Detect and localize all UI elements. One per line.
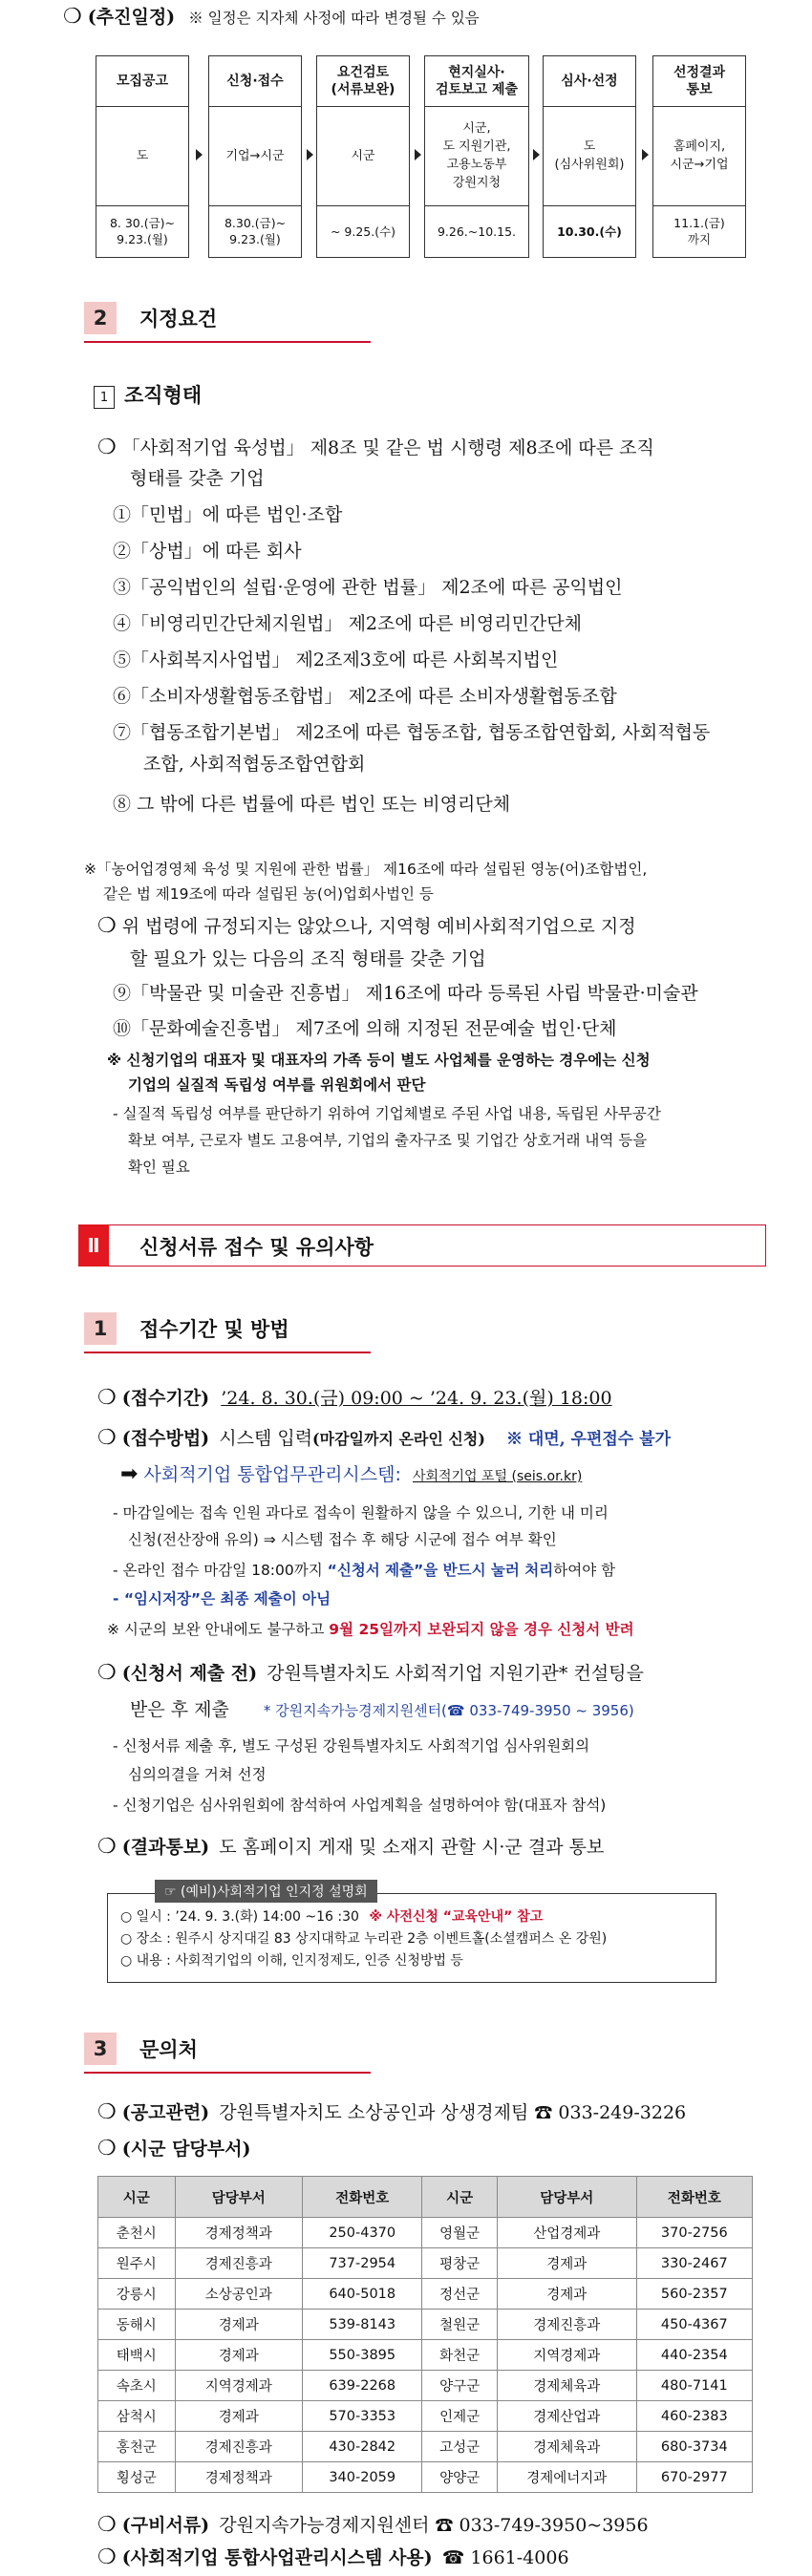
table-cell: 경제진흥과 [175, 2248, 303, 2279]
table-cell: 430-2842 [303, 2432, 422, 2462]
schedule-label: (추진일정) [87, 7, 176, 28]
announce-value: 강원특별자치도 소상공인과 상생경제팀 ☎ 033-249-3226 [219, 2102, 687, 2123]
table-cell: 태백시 [98, 2340, 176, 2371]
chapter-number: Ⅱ [78, 1224, 109, 1267]
method-note: - 마감일에는 접속 인원 과다로 접속이 원활하지 않을 수 있으니, 기한 내 미리 [113, 1504, 609, 1522]
docs-value: 강원지속가능경제지원센터 ☎ 033-749-3950~3956 [219, 2515, 649, 2536]
submit-row [97, 1660, 644, 1687]
prep-line2: 할 필요가 있는 다음의 조직 형태를 갖춘 기업 [130, 948, 486, 969]
schedule-step [208, 55, 302, 258]
table-cell: 경제체육과 [497, 2432, 636, 2462]
chapter-title: 신청서류 접수 및 유의사항 [139, 1236, 374, 1259]
table-cell: 경제과 [497, 2248, 636, 2279]
table-cell: 경제과 [175, 2340, 303, 2371]
supplement-red: 9월 25일까지 보완되지 않을 경우 신청서 반려 [329, 1621, 634, 1638]
table-cell: 570-3353 [303, 2401, 422, 2432]
table-cell: 산업경제과 [497, 2218, 636, 2248]
schedule-note: ※ 일정은 지자체 사정에 따라 변경될 수 있음 [188, 10, 480, 27]
submit-note: 심의의결을 거쳐 선정 [128, 1766, 267, 1783]
column-header: 시군 [98, 2177, 176, 2218]
org-item: ③「공익법인의 설립·운영에 관한 법률」 제2조에 따른 공익법인 [113, 577, 623, 598]
column-header: 시군 [422, 2177, 497, 2218]
submit-note: - 신청서류 제출 후, 별도 구성된 강원특별자치도 사회적기업 심사위원회의 [113, 1737, 590, 1755]
table-cell: 640-5018 [303, 2279, 422, 2310]
table-cell: 480-7141 [636, 2371, 752, 2401]
table-cell: 경제산업과 [497, 2401, 636, 2432]
step-actor: 도 (심사위원회) [544, 106, 635, 206]
org-item-cont: 조합, 사회적협동조합연합회 [143, 754, 366, 775]
section-underline [84, 2072, 371, 2074]
table-cell: 경제정책과 [175, 2462, 303, 2493]
table-cell: 영월군 [422, 2218, 497, 2248]
org-item: ⑧ 그 밖에 다른 법률에 따른 법인 또는 비영리단체 [113, 794, 511, 815]
table-cell: 지역경제과 [175, 2371, 303, 2401]
schedule-heading [63, 4, 480, 31]
submit-line1: 강원특별자치도 사회적기업 지원기관* 컨설팅을 [267, 1663, 644, 1684]
arrow-right-icon: ➡ [120, 1462, 139, 1486]
circle-bullet-icon: ❍ [97, 1835, 117, 1859]
method-note-deadline [113, 1559, 615, 1582]
prep-item: ⑩「문화예술진흥법」 제7조에 의해 지정된 전문예술 법인·단체 [113, 1018, 617, 1039]
subsection-box: 1 [94, 386, 115, 409]
method-paren: (마감일까지 온라인 신청) [312, 1430, 485, 1448]
table-cell: 고성군 [422, 2432, 497, 2462]
section-title: 접수기간 및 방법 [139, 1318, 289, 1341]
table-cell: 경제진흥과 [175, 2432, 303, 2462]
info-date: ○ 일시 : ’24. 9. 3.(화) 14:00 ~16 :30 [120, 1909, 359, 1925]
announce-row [97, 2099, 686, 2126]
table-cell: 홍천군 [98, 2432, 176, 2462]
table-cell: 560-2357 [636, 2279, 752, 2310]
table-cell: 양양군 [422, 2462, 497, 2493]
table-row [98, 2462, 753, 2493]
deadline-text: - 온라인 접수 마감일 18:00까지 [113, 1562, 323, 1579]
org-item: ①「민법」에 따른 법인·조합 [113, 504, 343, 525]
circle-bullet-icon: ❍ [97, 2545, 117, 2569]
table-cell: 340-2059 [303, 2462, 422, 2493]
independence-warning-line2: 기업의 실질적 독립성 여부를 위원회에서 판단 [128, 1076, 426, 1094]
circle-bullet-icon: ❍ [97, 1386, 117, 1410]
step-title: 심사·선정 [544, 56, 635, 107]
temp-save-note: - “임시저장”은 최종 제출이 아님 [113, 1590, 331, 1607]
result-row [97, 1834, 604, 1861]
period-row [97, 1385, 612, 1412]
support-center: * 강원지속가능경제지원센터(☎ 033-749-3950 ~ 3956) [263, 1702, 634, 1719]
schedule-step [424, 55, 529, 258]
table-cell: 양구군 [422, 2371, 497, 2401]
method-label: (접수방법) [121, 1428, 210, 1449]
table-cell: 460-2383 [636, 2401, 752, 2432]
table-cell: 경제과 [175, 2310, 303, 2340]
org-item: ②「상법」에 따른 회사 [113, 541, 302, 562]
city-row [97, 2136, 251, 2162]
step-date: 8. 30.(금)~ 9.23.(월) [109, 216, 176, 246]
table-cell: 동해시 [98, 2310, 176, 2340]
table-cell: 경제과 [497, 2279, 636, 2310]
step-title: 모집공고 [96, 56, 188, 107]
result-value: 도 홈페이지 게재 및 소재지 관할 시·군 결과 통보 [219, 1837, 605, 1858]
column-header: 전화번호 [303, 2177, 422, 2218]
section-number: 2 [84, 302, 117, 334]
info-date-row [120, 1906, 543, 1927]
table-cell: 550-3895 [303, 2340, 422, 2371]
city-label: (시군 담당부서) [121, 2139, 251, 2160]
independence-detail: - 실질적 독립성 여부를 판단하기 위하여 기업체별로 주된 사업 내용, 독립된 사무공간 [113, 1105, 661, 1122]
step-actor: 시군 [317, 106, 409, 206]
table-cell: 경제진흥과 [497, 2310, 636, 2340]
table-cell: 원주시 [98, 2248, 176, 2279]
independence-detail-line3: 확인 필요 [128, 1159, 190, 1176]
column-header: 전화번호 [636, 2177, 752, 2218]
arrow-right-icon [533, 149, 540, 160]
circle-bullet-icon: ❍ [97, 436, 117, 459]
org-intro-line2: 형태를 갖춘 기업 [130, 468, 265, 489]
step-actor: 시군, 도 지원기관, 고용노동부 강원지청 [425, 106, 528, 206]
step-date: ~ 9.25.(수) [330, 224, 396, 239]
table-cell: 화천군 [422, 2340, 497, 2371]
table-cell: 370-2756 [636, 2218, 752, 2248]
table-cell: 철원군 [422, 2310, 497, 2340]
step-date: 8.30.(금)~ 9.23.(월) [224, 216, 287, 246]
table-cell: 경제과 [175, 2401, 303, 2432]
table-cell: 330-2467 [636, 2248, 752, 2279]
result-label: (결과통보) [121, 1837, 210, 1858]
arrow-right-icon [642, 149, 649, 160]
schedule-step [652, 55, 746, 258]
table-cell: 지역경제과 [497, 2340, 636, 2371]
system-contact-label: (사회적기업 통합사업관리시스템 사용) [121, 2547, 433, 2568]
info-date-note: ※ 사전신청 “교육안내” 참고 [369, 1909, 544, 1925]
table-cell: 정선군 [422, 2279, 497, 2310]
table-row [98, 2371, 753, 2401]
table-cell: 670-2977 [636, 2462, 752, 2493]
table-row [98, 2248, 753, 2279]
table-cell: 737-2954 [303, 2248, 422, 2279]
prep-intro [97, 913, 636, 940]
schedule-step [316, 55, 410, 258]
org-intro-line1: 「사회적기업 육성법」 제8조 및 같은 법 시행령 제8조에 따른 조직 [121, 437, 654, 458]
step-title: 요건검토 (서류보완) [317, 56, 409, 107]
table-cell: 450-4367 [636, 2310, 752, 2340]
step-date: 11.1.(금) 까지 [673, 216, 725, 246]
independence-warning: ※ 신청기업의 대표자 및 대표자의 가족 등이 별도 사업체를 운영하는 경우에는 신청 [107, 1052, 651, 1069]
circle-bullet-icon: ❍ [97, 2100, 117, 2124]
method-note: 신청(전산장애 유의) ⇒ 시스템 접수 후 해당 시군에 접수 여부 확인 [128, 1531, 557, 1548]
table-cell: 경제정책과 [175, 2218, 303, 2248]
table-cell: 삼척시 [98, 2401, 176, 2432]
column-header: 담당부서 [497, 2177, 636, 2218]
circle-bullet-icon: ❍ [63, 5, 82, 29]
contact-table [97, 2176, 753, 2493]
subsection-title: 조직형태 [124, 384, 203, 407]
table-row [98, 2432, 753, 2462]
column-header: 담당부서 [175, 2177, 303, 2218]
step-title: 현지실사· 검토보고 제출 [425, 56, 528, 107]
info-session-tag: ☞ (예비)사회적기업 인지정 설명회 [155, 1880, 377, 1903]
table-row [98, 2340, 753, 2371]
system-link[interactable]: 사회적기업 포털 (seis.or.kr) [412, 1469, 583, 1484]
method-value: 시스템 입력 [219, 1428, 313, 1449]
table-cell: 강릉시 [98, 2279, 176, 2310]
note-farm-line2: 같은 법 제19조에 따라 설립된 농(어)업회사법인 등 [103, 885, 434, 903]
note-farm: ※「농어업경영체 육성 및 지원에 관한 법률」 제16조에 따라 설립된 영농(어)조합법인, [84, 861, 648, 878]
circle-bullet-icon: ❍ [97, 914, 117, 938]
table-cell: 440-2354 [636, 2340, 752, 2371]
submit-line2: 받은 후 제출 [130, 1699, 229, 1720]
table-cell: 춘천시 [98, 2218, 176, 2248]
circle-bullet-icon: ❍ [97, 1661, 117, 1685]
arrow-right-icon [415, 149, 421, 160]
info-content: ○ 내용 : 사회적기업의 이해, 인지정제도, 인증 신청방법 등 [120, 1953, 463, 1969]
submit-line2-row [130, 1696, 634, 1724]
step-actor: 기업→시군 [209, 106, 301, 206]
section-underline [84, 341, 371, 343]
announce-label: (공고관련) [121, 2102, 210, 2123]
section-underline [84, 1352, 371, 1353]
submit-note: - 신청기업은 심사위원회에 참석하여 사업계획을 설명하여야 함(대표자 참석) [113, 1797, 607, 1814]
docs-label: (구비서류) [121, 2515, 210, 2536]
info-place: ○ 장소 : 원주시 상지대길 83 상지대학교 누리관 2층 이벤트홀(소셜캠퍼스 온 강원) [120, 1931, 608, 1947]
circle-bullet-icon: ❍ [97, 2513, 117, 2537]
table-cell: 539-8143 [303, 2310, 422, 2340]
table-header-row [98, 2177, 753, 2218]
table-row [98, 2401, 753, 2432]
system-contact-row [97, 2544, 569, 2571]
step-title: 신청·접수 [209, 56, 301, 107]
step-actor: 도 [96, 106, 188, 206]
step-actor: 홈페이지, 시군→기업 [653, 106, 745, 206]
schedule-step [543, 55, 636, 258]
section-title: 문의처 [139, 2038, 198, 2061]
period-label: (접수기간) [121, 1388, 210, 1409]
table-cell: 경제에너지과 [497, 2462, 636, 2493]
table-cell: 소상공인과 [175, 2279, 303, 2310]
table-cell: 속초시 [98, 2371, 176, 2401]
section-title: 지정요건 [139, 308, 218, 330]
org-item: ⑥「소비자생활협동조합법」 제2조에 따른 소비자생활협동조합 [113, 686, 617, 707]
supplement-note [107, 1618, 634, 1641]
table-row [98, 2279, 753, 2310]
prep-line1: 위 법령에 규정되지는 않았으나, 지역형 예비사회적기업으로 지정 [121, 916, 636, 937]
arrow-right-icon [196, 149, 203, 160]
system-contact-value: ☎ 1661-4006 [441, 2547, 569, 2568]
deadline-emphasis: “신청서 제출”을 반드시 눌러 처리 [327, 1562, 554, 1579]
period-value: ’24. 8. 30.(금) 09:00 ~ ’24. 9. 23.(월) 18:00 [221, 1388, 612, 1409]
org-item: ⑤「사회복지사업법」 제2조제3호에 따른 사회복지법인 [113, 649, 559, 671]
org-intro [97, 435, 654, 461]
method-warning: ※ 대면, 우편접수 불가 [505, 1430, 671, 1449]
section-number: 1 [84, 1312, 117, 1345]
step-date: 9.26.~10.15. [437, 224, 517, 239]
independence-detail-line2: 확보 여부, 근로자 별도 고용여부, 기업의 출자구조 및 기업간 상호거래 내역 등을 [128, 1132, 648, 1149]
circle-bullet-icon: ❍ [97, 1426, 117, 1450]
table-cell: 639-2268 [303, 2371, 422, 2401]
table-cell: 평창군 [422, 2248, 497, 2279]
submit-label: (신청서 제출 전) [121, 1663, 258, 1684]
table-row [98, 2218, 753, 2248]
system-label: 사회적기업 통합업무관리시스템: [143, 1464, 401, 1485]
arrow-right-icon [307, 149, 313, 160]
system-row [120, 1461, 582, 1488]
docs-row [97, 2512, 649, 2539]
org-item: ⑦「협동조합기본법」 제2조에 따른 협동조합, 협동조합연합회, 사회적협동 [113, 722, 711, 743]
schedule-step [96, 55, 189, 258]
table-cell: 횡성군 [98, 2462, 176, 2493]
table-cell: 680-3734 [636, 2432, 752, 2462]
section-number: 3 [84, 2033, 117, 2065]
method-row [97, 1425, 671, 1453]
table-cell: 250-4370 [303, 2218, 422, 2248]
deadline-tail: 하여야 함 [553, 1562, 616, 1579]
supplement-pre: ※ 시군의 보완 안내에도 불구하고 [107, 1621, 325, 1638]
prep-item: ⑨「박물관 및 미술관 진흥법」 제16조에 따라 등록된 사립 박물관·미술관 [113, 983, 698, 1004]
circle-bullet-icon: ❍ [97, 2137, 117, 2161]
table-cell: 인제군 [422, 2401, 497, 2432]
table-row [98, 2310, 753, 2340]
org-item: ④「비영리민간단체지원법」 제2조에 따른 비영리민간단체 [113, 613, 582, 634]
step-title: 선정결과 통보 [653, 56, 745, 107]
step-date: 10.30.(수) [557, 224, 622, 239]
table-cell: 경제체육과 [497, 2371, 636, 2401]
